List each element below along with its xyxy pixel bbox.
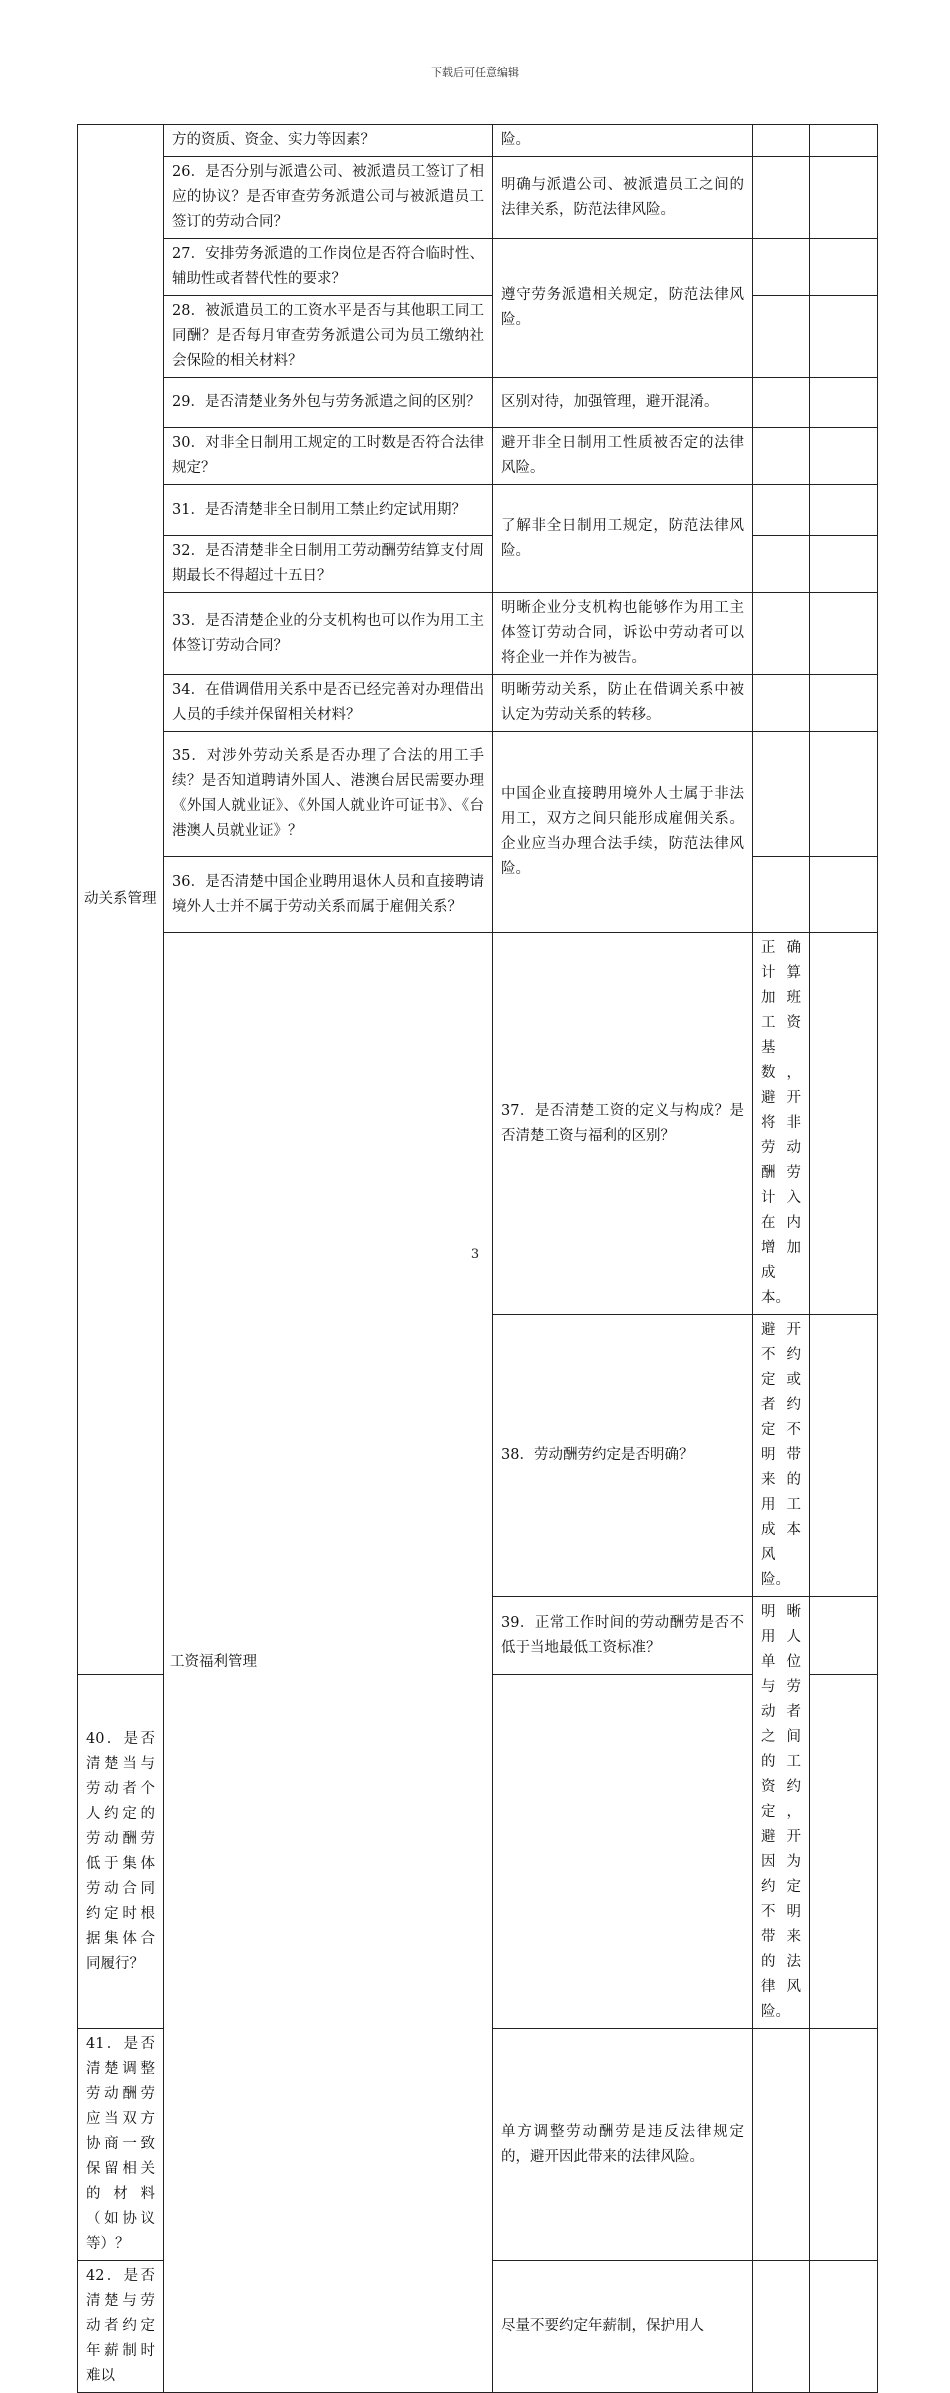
check-cell[interactable] <box>753 857 810 933</box>
remark-cell[interactable] <box>810 485 878 536</box>
page-number: 3 <box>470 1247 480 1262</box>
purpose-31-32: 了解非全日制用工规定，防范法律风险。 <box>493 485 753 593</box>
question-26: 26．是否分别与派遣公司、被派遣员工签订了相应的协议？是否审查劳务派遣公司与被派遣员工签订的劳动合同？ <box>164 157 493 239</box>
remark-cell[interactable] <box>810 296 878 378</box>
check-cell[interactable] <box>753 378 810 428</box>
purpose-39-40: 明晰用人单位与劳动者之间的工资约定，避开因为约定不明带来的法律风险。 <box>753 1597 810 2029</box>
remark-cell[interactable] <box>810 857 878 933</box>
question-31: 31．是否清楚非全日制用工禁止约定试用期？ <box>164 485 493 536</box>
question-28: 28．被派遣员工的工资水平是否与其他职工同工同酬？是否每月审查劳务派遣公司为员工缴纳社会保险的相关材料？ <box>164 296 493 378</box>
purpose-26: 明确与派遣公司、被派遣员工之间的法律关系，防范法律风险。 <box>493 157 753 239</box>
question-34: 34．在借调借用关系中是否已经完善对办理借出人员的手续并保留相关材料？ <box>164 675 493 732</box>
remark-cell[interactable] <box>810 428 878 485</box>
question-25-continued: 方的资质、资金、实力等因素？ <box>164 125 493 157</box>
question-41: 41．是否清楚调整劳动酬劳应当双方协商一致保留相关的材料（如协议等）？ <box>78 2029 164 2261</box>
remark-cell[interactable] <box>810 732 878 857</box>
purpose-34: 明晰劳动关系，防止在借调关系中被认定为劳动关系的转移。 <box>493 675 753 732</box>
remark-cell[interactable] <box>810 1675 878 2029</box>
category-wage-welfare: 工资福利管理 <box>164 933 493 2393</box>
question-37: 37．是否清楚工资的定义与构成？是否清楚工资与福利的区别？ <box>493 933 753 1315</box>
question-35: 35．对涉外劳动关系是否办理了合法的用工手续？是否知道聘请外国人、港澳台居民需要办理《外国人就业证》、《外国人就业许可证书》、《台港澳人员就业证》？ <box>164 732 493 857</box>
question-30: 30．对非全日制用工规定的工时数是否符合法律规定？ <box>164 428 493 485</box>
purpose-30: 避开非全日制用工性质被否定的法律风险。 <box>493 428 753 485</box>
purpose-27-28: 遵守劳务派遣相关规定，防范法律风险。 <box>493 239 753 378</box>
remark-cell[interactable] <box>810 2261 878 2393</box>
remark-cell[interactable] <box>810 157 878 239</box>
remark-cell[interactable] <box>810 239 878 296</box>
remark-cell[interactable] <box>810 2029 878 2261</box>
purpose-37: 正确计算加班工资基数，避开将非劳动酬劳计入在内增加成本。 <box>753 933 810 1315</box>
check-cell[interactable] <box>753 593 810 675</box>
check-cell[interactable] <box>753 2029 810 2261</box>
check-cell[interactable] <box>753 239 810 296</box>
purpose-38: 避开不约定或者约定不明带来的用工成本风险。 <box>753 1315 810 1597</box>
check-cell[interactable] <box>493 1675 753 2029</box>
check-cell[interactable] <box>810 1315 878 1597</box>
question-38: 38．劳动酬劳约定是否明确？ <box>493 1315 753 1597</box>
check-cell[interactable] <box>753 125 810 157</box>
remark-cell[interactable] <box>810 536 878 593</box>
check-cell[interactable] <box>753 2261 810 2393</box>
purpose-41: 单方调整劳动酬劳是违反法律规定的，避开因此带来的法律风险。 <box>493 2029 753 2261</box>
purpose-33: 明晰企业分支机构也能够作为用工主体签订劳动合同，诉讼中劳动者可以将企业一并作为被告。 <box>493 593 753 675</box>
category-labor-relations: 动关系管理 <box>78 125 164 1675</box>
purpose-29: 区别对待，加强管理，避开混淆。 <box>493 378 753 428</box>
question-32: 32．是否清楚非全日制用工劳动酬劳结算支付周期最长不得超过十五日？ <box>164 536 493 593</box>
purpose-35-36: 中国企业直接聘用境外人士属于非法用工，双方之间只能形成雇佣关系。企业应当办理合法手续，防范法律风险。 <box>493 732 753 933</box>
question-33: 33．是否清楚企业的分支机构也可以作为用工主体签订劳动合同？ <box>164 593 493 675</box>
check-cell[interactable] <box>753 732 810 857</box>
remark-cell[interactable] <box>810 125 878 157</box>
check-cell[interactable] <box>753 157 810 239</box>
check-cell[interactable] <box>753 485 810 536</box>
check-cell[interactable] <box>753 428 810 485</box>
question-42: 42．是否清楚与劳动者约定年薪制时难以 <box>78 2261 164 2393</box>
check-cell[interactable] <box>753 675 810 732</box>
remark-cell[interactable] <box>810 593 878 675</box>
check-cell[interactable] <box>753 536 810 593</box>
purpose-25-continued: 险。 <box>493 125 753 157</box>
question-36: 36．是否清楚中国企业聘用退休人员和直接聘请境外人士并不属于劳动关系而属于雇佣关系？ <box>164 857 493 933</box>
check-cell[interactable] <box>810 1597 878 1675</box>
question-40: 40．是否清楚当与劳动者个人约定的劳动酬劳低于集体劳动合同约定时根据集体合同履行？ <box>78 1675 164 2029</box>
question-39: 39．正常工作时间的劳动酬劳是否不低于当地最低工资标准？ <box>493 1597 753 1675</box>
remark-cell[interactable] <box>810 378 878 428</box>
check-cell[interactable] <box>753 296 810 378</box>
remark-cell[interactable] <box>810 675 878 732</box>
question-29: 29．是否清楚业务外包与劳务派遣之间的区别？ <box>164 378 493 428</box>
purpose-42: 尽量不要约定年薪制，保护用人 <box>493 2261 753 2393</box>
page-header: 下载后可任意编辑 <box>431 66 519 79</box>
question-27: 27．安排劳务派遣的工作岗位是否符合临时性、辅助性或者替代性的要求？ <box>164 239 493 296</box>
